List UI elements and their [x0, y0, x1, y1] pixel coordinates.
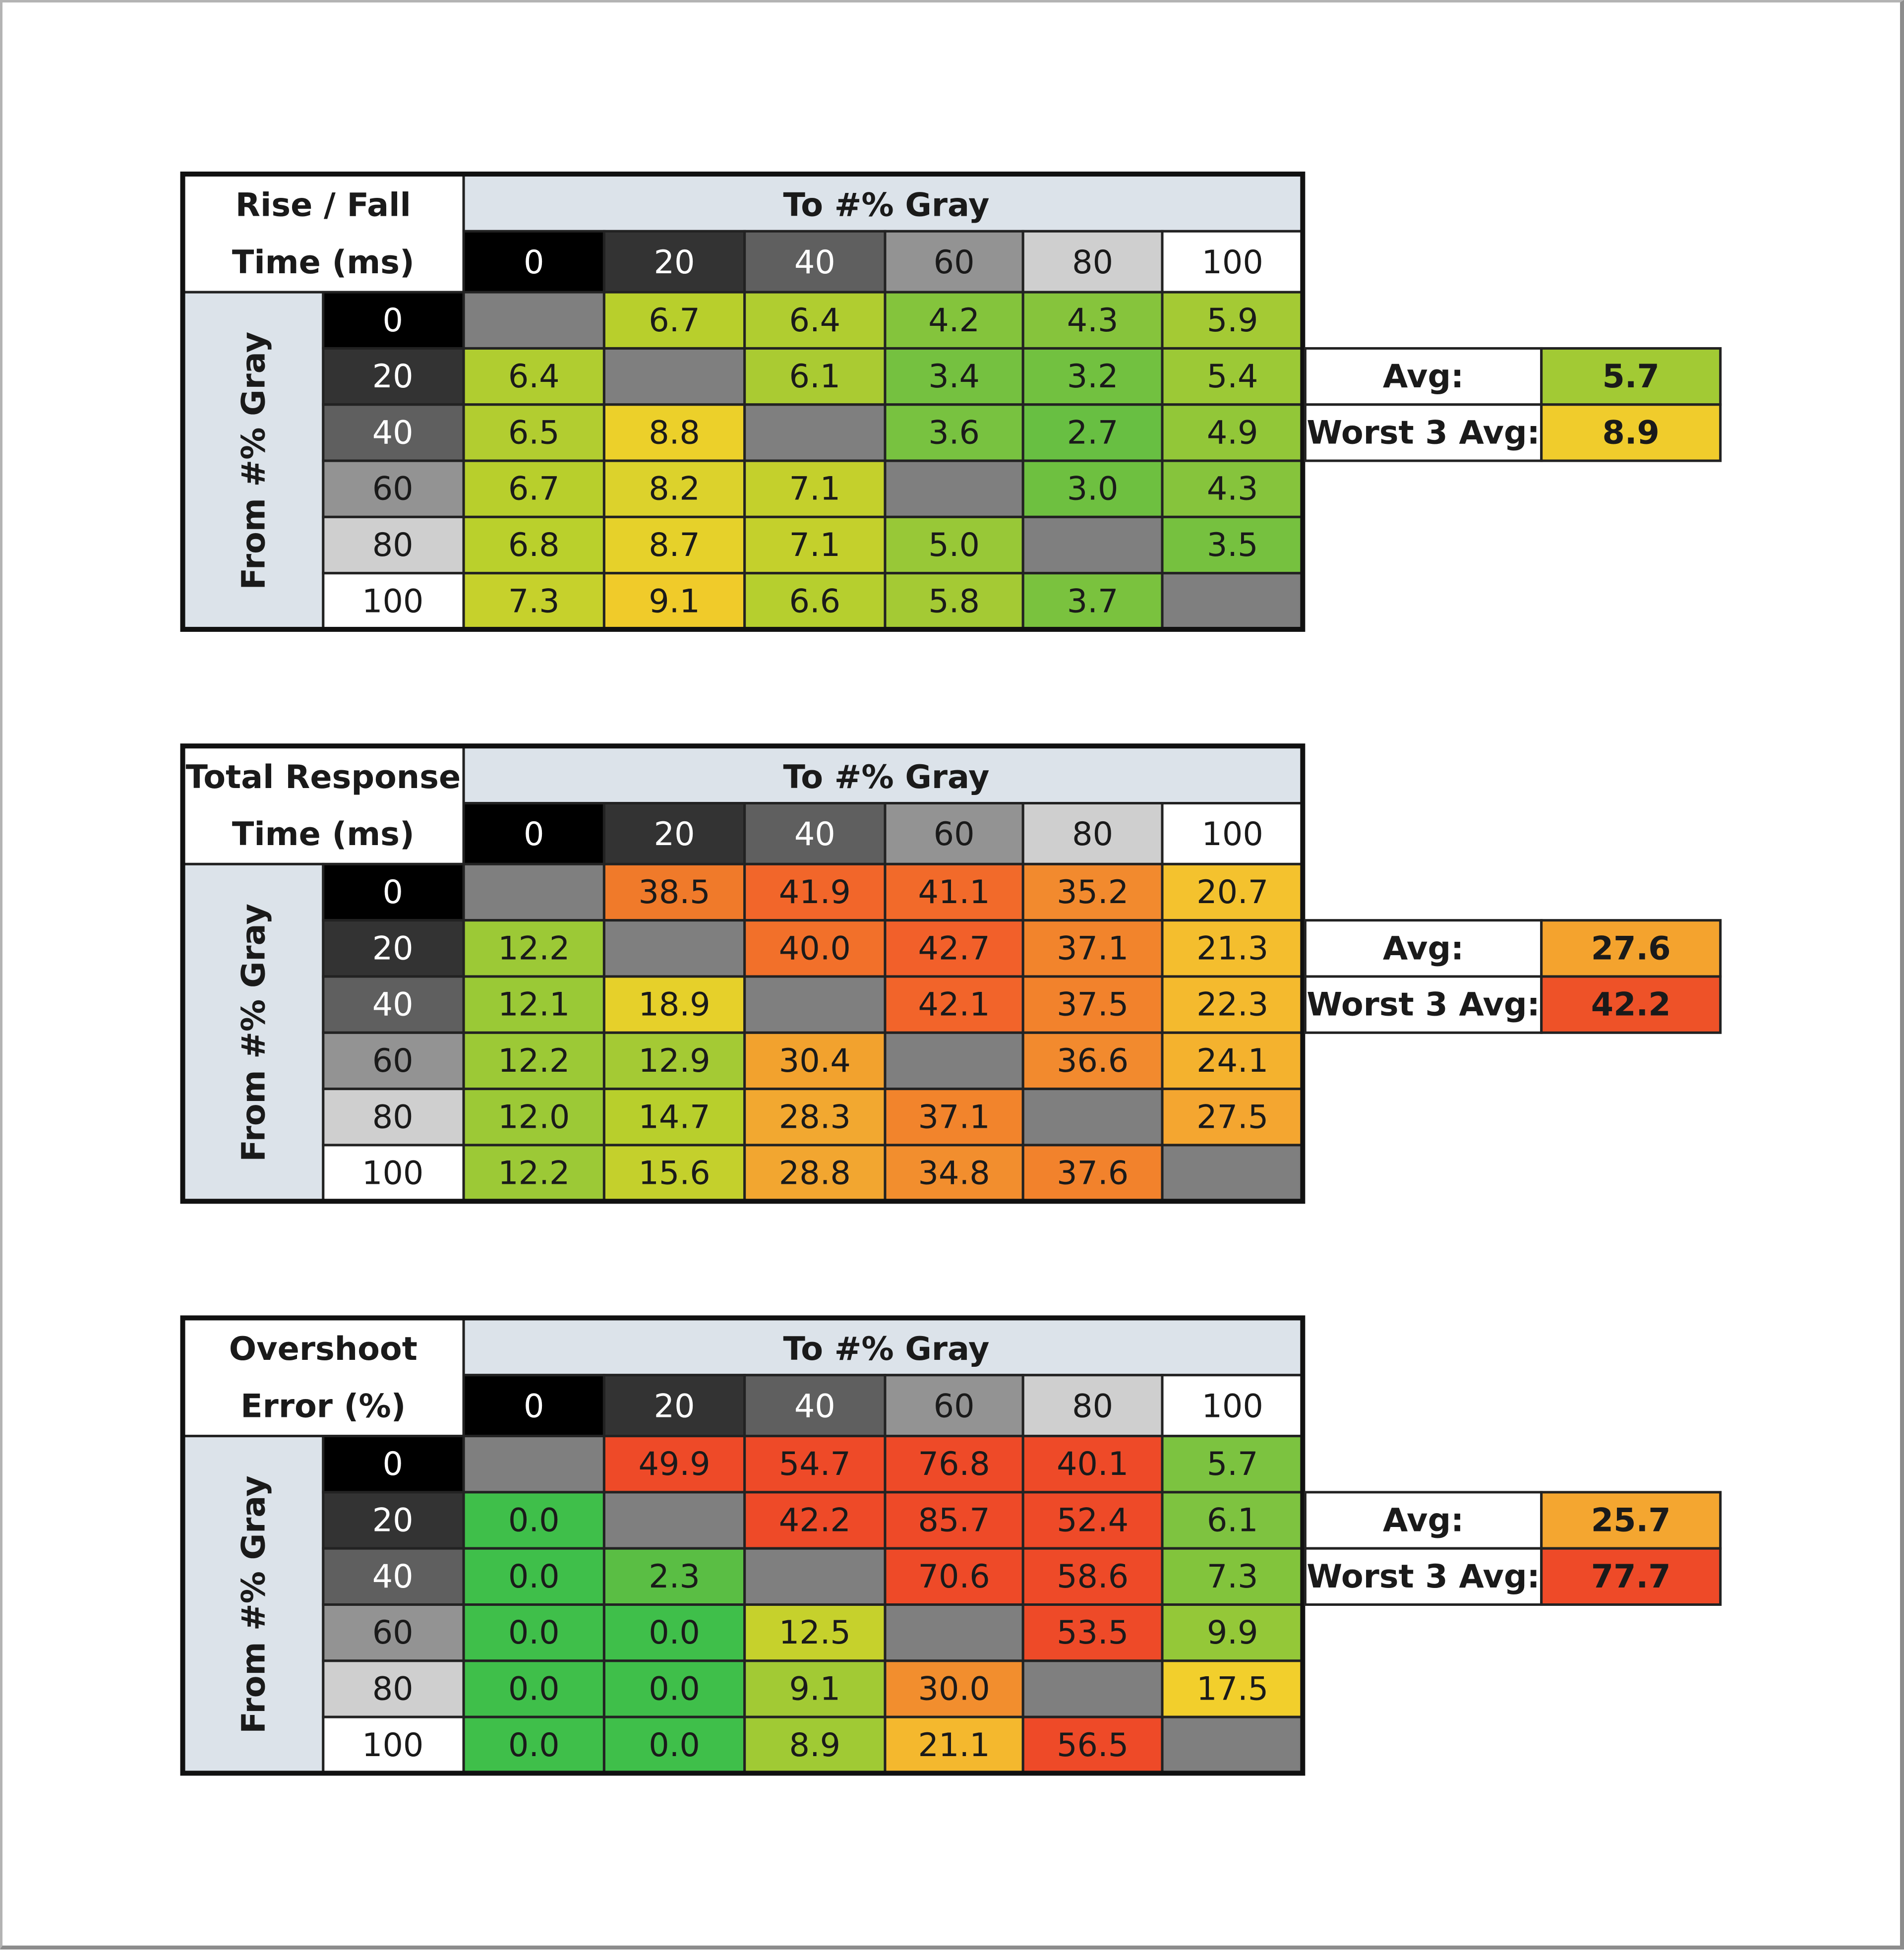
- heatmap-cell-value: 54.7: [778, 1445, 851, 1483]
- row-header-label: 20: [372, 358, 414, 396]
- heatmap-cell-value: 2.7: [1067, 414, 1119, 452]
- heatmap-cell-value: 12.1: [498, 985, 570, 1024]
- heatmap-cell-value: 4.2: [928, 301, 980, 339]
- diagonal-empty-cell: [885, 1605, 1023, 1661]
- column-header-label: 100: [1201, 243, 1263, 281]
- diagonal-empty-cell: [745, 976, 885, 1033]
- row-header-label: 80: [372, 1670, 414, 1708]
- heatmap-cell-value: 34.8: [918, 1154, 990, 1192]
- heatmap-cell-value: 12.9: [638, 1041, 711, 1080]
- table-title-line-2: Error (%): [240, 1387, 406, 1425]
- heatmap-cell-value: 4.3: [1206, 470, 1258, 508]
- table-title-line-1: Overshoot: [229, 1330, 417, 1368]
- heatmap-cell-value: 7.1: [789, 526, 841, 564]
- heatmap-cell-value: 14.7: [638, 1098, 711, 1136]
- heatmap-cell-value: 70.6: [918, 1557, 990, 1595]
- x-axis-label: To #% Gray: [783, 186, 990, 224]
- heatmap-cell-value: 0.0: [508, 1726, 560, 1764]
- heatmap-cell-value: 12.2: [498, 1154, 570, 1192]
- summary-label: Avg:: [1382, 358, 1464, 396]
- heatmap-cell-value: 6.4: [789, 301, 841, 339]
- heatmap-cell-value: 27.5: [1196, 1098, 1269, 1136]
- heatmap-cell-value: 6.6: [789, 582, 841, 620]
- summary-label: Worst 3 Avg:: [1307, 414, 1540, 452]
- summary-label: Avg:: [1382, 929, 1464, 968]
- row-header-label: 100: [361, 1154, 424, 1192]
- column-header-label: 100: [1201, 815, 1263, 854]
- heatmap-cell-value: 58.6: [1057, 1557, 1129, 1595]
- heatmap-cell-value: 18.9: [638, 985, 711, 1024]
- heatmap-cell-value: 7.1: [789, 470, 841, 508]
- row-header-label: 60: [372, 1614, 414, 1652]
- diagonal-empty-cell: [1023, 1089, 1162, 1145]
- column-header-label: 0: [524, 243, 544, 281]
- heatmap-cell-value: 22.3: [1196, 985, 1269, 1024]
- column-header-label: 80: [1072, 243, 1114, 281]
- summary-value: 42.2: [1591, 985, 1671, 1024]
- response-time-charts: [2, 2, 1904, 1952]
- heatmap-cell-value: 41.9: [778, 873, 851, 912]
- heatmap-cell-value: 0.0: [508, 1614, 560, 1652]
- column-header-label: 40: [794, 815, 835, 854]
- heatmap-cell-value: 42.2: [778, 1501, 851, 1539]
- row-header-label: 80: [372, 1098, 414, 1136]
- diagonal-empty-cell: [604, 920, 744, 976]
- heatmap-cell-value: 42.1: [918, 985, 990, 1024]
- heatmap-cell-value: 0.0: [649, 1726, 700, 1764]
- table-title-line-2: Time (ms): [232, 243, 415, 281]
- heatmap-cell-value: 8.2: [649, 470, 700, 508]
- heatmap-cell-value: 36.6: [1057, 1041, 1129, 1080]
- heatmap-cell-value: 0.0: [508, 1557, 560, 1595]
- column-header-label: 40: [794, 243, 835, 281]
- row-header-label: 100: [361, 1726, 424, 1764]
- heatmap-cell-value: 4.3: [1067, 301, 1119, 339]
- column-header-label: 60: [933, 243, 975, 281]
- y-axis-label: From #% Gray: [235, 904, 273, 1162]
- row-header-label: 100: [361, 582, 424, 620]
- summary-value: 27.6: [1591, 929, 1671, 968]
- heatmap-cell-value: 8.9: [789, 1726, 841, 1764]
- heatmap-cell-value: 0.0: [649, 1670, 700, 1708]
- heatmap-cell-value: 3.7: [1067, 582, 1119, 620]
- column-header-label: 20: [654, 243, 695, 281]
- heatmap-cell-value: 12.2: [498, 929, 570, 968]
- heatmap-cell-value: 6.4: [508, 358, 560, 396]
- diagonal-empty-cell: [885, 461, 1023, 517]
- heatmap-cell-value: 41.1: [918, 873, 990, 912]
- diagonal-empty-cell: [1162, 573, 1303, 629]
- heatmap-cell-value: 9.9: [1206, 1614, 1258, 1652]
- heatmap-cell-value: 0.0: [508, 1670, 560, 1708]
- heatmap-cell-value: 5.9: [1206, 301, 1258, 339]
- x-axis-label: To #% Gray: [783, 1330, 990, 1368]
- column-header-label: 20: [654, 1387, 695, 1425]
- y-axis-label: From #% Gray: [235, 1475, 273, 1734]
- heatmap-cell-value: 12.5: [778, 1614, 851, 1652]
- heatmap-cell-value: 28.8: [778, 1154, 851, 1192]
- heatmap-cell-value: 4.9: [1206, 414, 1258, 452]
- heatmap-cell-value: 5.7: [1206, 1445, 1258, 1483]
- column-header-label: 20: [654, 815, 695, 854]
- heatmap-cell-value: 9.1: [789, 1670, 841, 1708]
- heatmap-cell-value: 6.1: [789, 358, 841, 396]
- diagonal-empty-cell: [464, 292, 604, 348]
- heatmap-cell-value: 12.0: [498, 1098, 570, 1136]
- heatmap-cell-value: 7.3: [1206, 1557, 1258, 1595]
- heatmap-cell-value: 35.2: [1057, 873, 1129, 912]
- heatmap-cell-value: 37.6: [1057, 1154, 1129, 1192]
- heatmap-cell-value: 6.7: [649, 301, 700, 339]
- heatmap-cell-value: 5.8: [928, 582, 980, 620]
- column-header-label: 80: [1072, 815, 1114, 854]
- heatmap-cell-value: 2.3: [649, 1557, 700, 1595]
- row-header-label: 40: [372, 985, 414, 1024]
- x-axis-label: To #% Gray: [783, 758, 990, 796]
- diagonal-empty-cell: [1162, 1717, 1303, 1773]
- heatmap-cell-value: 21.1: [918, 1726, 990, 1764]
- heatmap-cell-value: 15.6: [638, 1154, 711, 1192]
- heatmap-cell-value: 9.1: [649, 582, 700, 620]
- table-title-line-2: Time (ms): [232, 815, 415, 854]
- heatmap-cell-value: 38.5: [638, 873, 711, 912]
- heatmap-cell-value: 37.1: [1057, 929, 1129, 968]
- table-title-line-1: Rise / Fall: [235, 186, 411, 224]
- column-header-label: 100: [1201, 1387, 1263, 1425]
- heatmap-cell-value: 6.5: [508, 414, 560, 452]
- summary-label: Worst 3 Avg:: [1307, 985, 1540, 1024]
- row-header-label: 20: [372, 1501, 414, 1539]
- column-header-label: 60: [933, 1387, 975, 1425]
- column-header-label: 60: [933, 815, 975, 854]
- row-header-label: 60: [372, 1041, 414, 1080]
- heatmap-cell-value: 40.1: [1057, 1445, 1129, 1483]
- summary-label: Worst 3 Avg:: [1307, 1557, 1540, 1595]
- summary-label: Avg:: [1382, 1501, 1464, 1539]
- heatmap-cell-value: 30.0: [918, 1670, 990, 1708]
- heatmap-cell-value: 30.4: [778, 1041, 851, 1080]
- diagonal-empty-cell: [1162, 1145, 1303, 1201]
- diagonal-empty-cell: [885, 1033, 1023, 1089]
- heatmap-cell-value: 6.7: [508, 470, 560, 508]
- heatmap-cell-value: 6.1: [1206, 1501, 1258, 1539]
- heatmap-cell-value: 37.1: [918, 1098, 990, 1136]
- heatmap-cell-value: 7.3: [508, 582, 560, 620]
- heatmap-cell-value: 0.0: [508, 1501, 560, 1539]
- heatmap-cell-value: 49.9: [638, 1445, 711, 1483]
- diagonal-empty-cell: [464, 864, 604, 920]
- column-header-label: 0: [524, 815, 544, 854]
- heatmap-cell-value: 8.7: [649, 526, 700, 564]
- heatmap-cell-value: 85.7: [918, 1501, 990, 1539]
- heatmap-cell-value: 3.5: [1206, 526, 1258, 564]
- summary-value: 77.7: [1591, 1557, 1671, 1595]
- table-title-line-1: Total Response: [185, 758, 461, 796]
- row-header-label: 60: [372, 470, 414, 508]
- heatmap-cell-value: 42.7: [918, 929, 990, 968]
- diagonal-empty-cell: [745, 1548, 885, 1604]
- heatmap-cell-value: 40.0: [778, 929, 851, 968]
- diagonal-empty-cell: [745, 405, 885, 461]
- heatmap-cell-value: 3.0: [1067, 470, 1119, 508]
- heatmap-cell-value: 17.5: [1196, 1670, 1269, 1708]
- heatmap-cell-value: 3.4: [928, 358, 980, 396]
- heatmap-cell-value: 5.0: [928, 526, 980, 564]
- heatmap-cell-value: 52.4: [1057, 1501, 1129, 1539]
- y-axis-label: From #% Gray: [235, 331, 273, 590]
- row-header-label: 0: [382, 1445, 403, 1483]
- row-header-label: 0: [382, 301, 403, 339]
- summary-value: 8.9: [1602, 414, 1660, 452]
- summary-value: 25.7: [1591, 1501, 1671, 1539]
- diagonal-empty-cell: [1023, 517, 1162, 573]
- diagonal-empty-cell: [1023, 1661, 1162, 1717]
- heatmap-cell-value: 56.5: [1057, 1726, 1129, 1764]
- column-header-label: 80: [1072, 1387, 1114, 1425]
- row-header-label: 80: [372, 526, 414, 564]
- heatmap-cell-value: 12.2: [498, 1041, 570, 1080]
- heatmap-cell-value: 76.8: [918, 1445, 990, 1483]
- diagonal-empty-cell: [604, 1492, 744, 1548]
- heatmap-cell-value: 24.1: [1196, 1041, 1269, 1080]
- heatmap-cell-value: 20.7: [1196, 873, 1269, 912]
- summary-value: 5.7: [1602, 358, 1660, 396]
- row-header-label: 40: [372, 1557, 414, 1595]
- column-header-label: 0: [524, 1387, 544, 1425]
- heatmap-cell-value: 6.8: [508, 526, 560, 564]
- heatmap-cell-value: 5.4: [1206, 358, 1258, 396]
- row-header-label: 40: [372, 414, 414, 452]
- heatmap-cell-value: 0.0: [649, 1614, 700, 1652]
- heatmap-cell-value: 53.5: [1057, 1614, 1129, 1652]
- heatmap-cell-value: 21.3: [1196, 929, 1269, 968]
- heatmap-cell-value: 37.5: [1057, 985, 1129, 1024]
- heatmap-cell-value: 3.6: [928, 414, 980, 452]
- column-header-label: 40: [794, 1387, 835, 1425]
- row-header-label: 0: [382, 873, 403, 912]
- heatmap-cell-value: 8.8: [649, 414, 700, 452]
- diagonal-empty-cell: [604, 348, 744, 404]
- row-header-label: 20: [372, 929, 414, 968]
- heatmap-cell-value: 3.2: [1067, 358, 1119, 396]
- diagonal-empty-cell: [464, 1436, 604, 1492]
- heatmap-cell-value: 28.3: [778, 1098, 851, 1136]
